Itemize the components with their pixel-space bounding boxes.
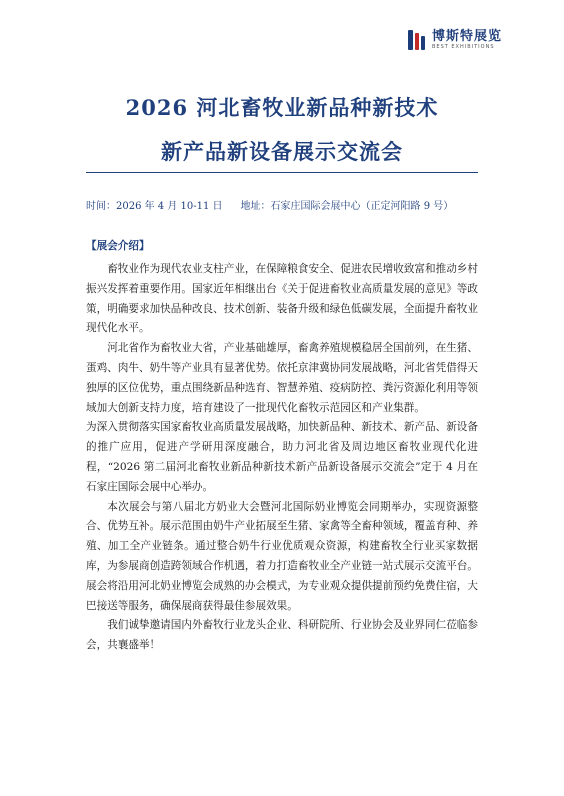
paragraph-1: 畜牧业作为现代农业支柱产业，在保障粮食安全、促进农民增收致富和推动乡村振兴发挥着重要作用。国家近年相继出台《关于促进畜牧业高质量发展的意见》等政策，明确要求加快品种改良、技术创新、装备升级和绿色低碳发展，全面提升畜牧业现代化水平。 [86,263,478,335]
logo-text [432,30,502,50]
page-title-line2: 新产品新设备展示交流会 [161,139,403,164]
intro-section [86,238,478,656]
section-heading: 【展会介绍】 [86,240,150,252]
page-title-line1: 2026 河北畜牧业新品种新技术 [125,95,439,120]
logo-name-cn: 博斯特展览 [431,29,502,44]
logo-mark-icon [406,28,428,52]
event-meta [86,197,486,212]
title-divider [86,172,478,173]
event-venue: 地址：石家庄国际会展中心（正定河阳路 9 号） [240,201,454,212]
paragraph-3: 为深入贯彻落实国家畜牧业高质量发展战略，加快新品种、新技术、新产品、新设备的推广应用，促进产学研用深度融合，助力河北省及周边地区畜牧业现代化进程，“2026 第二届河北畜牧业新品种新技术新产品新设备展示交流会”定于 4 月在石家庄国际会展中心举办。 [86,421,478,493]
paragraph-2: 河北省作为畜牧业大省，产业基础雄厚，畜禽养殖规模稳居全国前列，在生猪、蛋鸡、肉牛、奶牛等产业具有显著优势。依托京津冀协同发展战略，河北省凭借得天独厚的区位优势，重点围绕新品种选育、智慧养殖、疫病防控、粪污资源化利用等领域加大创新支持力度，培育建设了一批现代化畜牧示范园区和产业集群。 [86,342,478,414]
paragraph-4: 本次展会与第八届北方奶业大会暨河北国际奶业博览会同期举办，实现资源整合、优势互补。展示范围由奶牛产业拓展至生猪、家禽等全畜种领域，覆盖育种、养殖、加工全产业链条。通过整合奶牛行业优质观众资源，构建畜牧全行业买家数据库，为参展商创造跨领域合作机遇，着力打造畜牧业全产业链一站式展示交流平台。展会将沿用河北奶业博览会成熟的办会模式，为专业观众提供提前预约免费住宿，大巴接送等服务，确保展商获得最佳参展效果。 [86,500,478,612]
logo-name-en: BEST EXHIBITIONS [431,44,495,50]
brand-logo [406,28,502,52]
event-time: 时间：2026 年 4 月 10-11 日 [86,201,223,212]
paragraph-5: 我们诚挚邀请国内外畜牧行业龙头企业、科研院所、行业协会及业界同仁莅临参会，共襄盛举！ [86,619,478,652]
